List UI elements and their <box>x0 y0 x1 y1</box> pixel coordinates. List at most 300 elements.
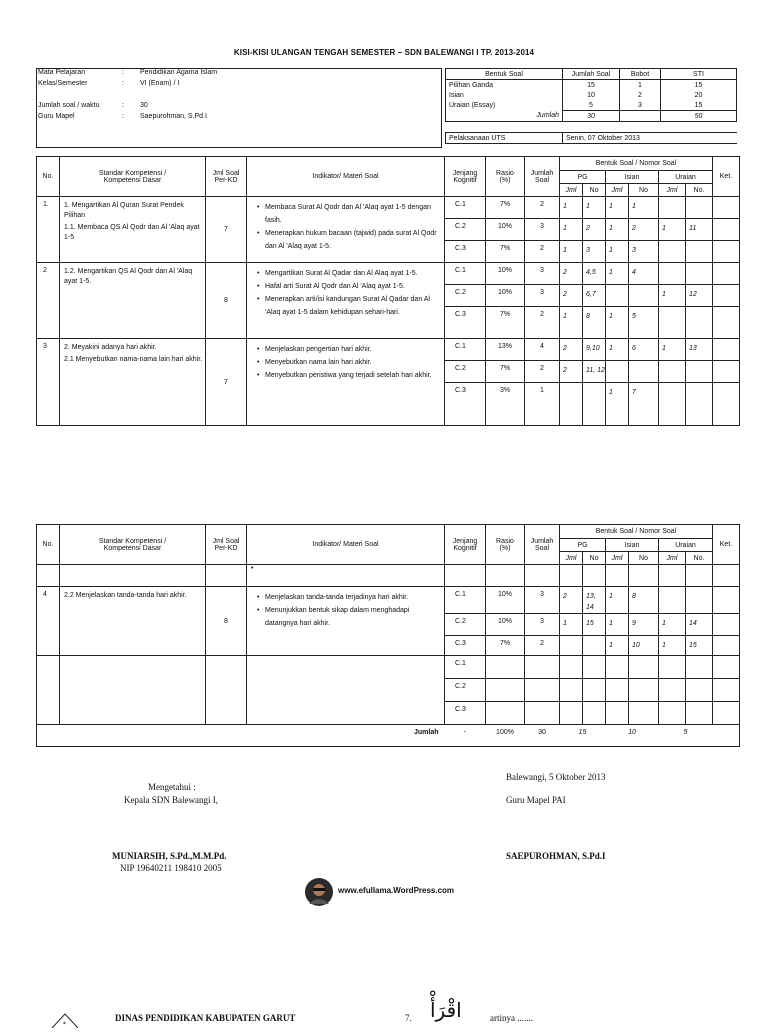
jumlah-soal-cell <box>525 702 560 725</box>
nomor-soal-cell: 1 <box>560 197 583 219</box>
nomor-soal-cell <box>629 656 659 679</box>
bentuk-soal-table <box>445 68 737 144</box>
indikator-cell <box>247 263 445 339</box>
jumlah-soal-cell: 2 <box>525 307 560 339</box>
bentuk-header: Bentuk Soal <box>446 69 563 80</box>
pelaksanaan-value: Senin, 07 Oktober 2013 <box>563 133 737 144</box>
col-nomor: No. <box>686 184 713 197</box>
kompetensi-text: 1.2. Mengartikan QS Al Qodr dan Al 'Alaq ayat 1-5. <box>64 268 193 285</box>
nomor-soal-cell <box>606 656 629 679</box>
indikator-item: • Hafal arti Surat Al Qodr dan Al 'Alaq ayat 1-5. <box>257 280 440 293</box>
rasio-cell <box>486 702 525 725</box>
rasio-cell: 10% <box>486 263 525 285</box>
nomor-soal-cell: 11, 12 <box>583 361 606 383</box>
nomor-soal-cell: 1 <box>606 636 629 656</box>
jumlah-soal-cell <box>525 656 560 679</box>
ket-cell <box>713 587 740 614</box>
nomor-soal-cell: 12 <box>686 285 713 307</box>
nomor-soal-cell <box>659 702 686 725</box>
table-row <box>37 263 740 285</box>
row-number: 1. <box>37 197 60 263</box>
info-value: Pendidikan Agama Islam <box>140 69 218 76</box>
info-value: VI (Enam) / I <box>140 80 180 87</box>
jumlah-soal-cell: 3 <box>525 219 560 241</box>
jumlah-soal-cell: 4 <box>525 339 560 361</box>
bentuk-total-sti: 50 <box>661 111 737 122</box>
nomor-soal-cell: 1 <box>606 614 629 636</box>
nomor-soal-cell: 9,10 <box>583 339 606 361</box>
empty-cell <box>560 565 583 587</box>
nomor-soal-cell <box>659 656 686 679</box>
jumlah-soal-total: 30 <box>525 725 560 747</box>
kompetensi-cell <box>60 339 206 426</box>
nomor-soal-cell: 6 <box>629 339 659 361</box>
col-nomor: No <box>583 184 606 197</box>
jumlah-soal-cell: 2 <box>525 241 560 263</box>
nomor-soal-cell: 1 <box>560 614 583 636</box>
bentuk-cell: 15 <box>563 80 620 91</box>
rasio-cell: 10% <box>486 587 525 614</box>
kompetensi-text: 1.1. Membaca QS Al Qodr dan Al 'Alaq ayat 1-5 <box>64 224 200 241</box>
nomor-soal-cell: 5 <box>629 307 659 339</box>
nomor-soal-cell: 2 <box>560 361 583 383</box>
jenjang-cell: C.2 <box>445 361 486 383</box>
empty-cell <box>525 565 560 587</box>
nomor-soal-cell: 7 <box>629 383 659 426</box>
nomor-soal-cell <box>686 307 713 339</box>
ket-cell <box>713 702 740 725</box>
nomor-soal-cell <box>686 383 713 426</box>
rasio-cell: 7% <box>486 241 525 263</box>
empty-cell <box>659 565 686 587</box>
empty-cell <box>713 565 740 587</box>
ket-cell <box>713 383 740 426</box>
nomor-soal-cell <box>659 383 686 426</box>
jumlah-soal-cell: 3 <box>525 614 560 636</box>
nomor-soal-cell <box>583 679 606 702</box>
table-row <box>37 656 740 679</box>
nomor-soal-cell: 13, 14 <box>583 587 606 614</box>
bentuk-cell: 10 <box>563 90 620 100</box>
kompetensi-text: 1. Mengartikan Al Quran Surat Pendek Pilihan <box>64 202 184 219</box>
nomor-soal-cell: 1 <box>606 383 629 426</box>
row-number: 3 <box>37 339 60 426</box>
col-ket: Ket. <box>713 525 740 565</box>
indikator-item: • Menyebutkan peristiwa yang terjadi setelah hari akhir. <box>257 369 440 382</box>
jenjang-cell: C.3 <box>445 383 486 426</box>
bentuk-header: STI <box>661 69 737 80</box>
indikator-item: • Membaca Surat Al Qodr dan Al 'Alaq ayat 1-5 dengan fasih. <box>257 201 440 227</box>
indikator-item: • Menyebutkan nama lain hari akhir. <box>257 356 440 369</box>
nomor-soal-cell <box>560 383 583 426</box>
nomor-soal-cell <box>583 656 606 679</box>
jenjang-cell: C.2 <box>445 219 486 241</box>
col-jml: Jml <box>606 184 629 197</box>
rasio-cell <box>486 679 525 702</box>
col-standar-kompetensi: Standar Kompetensi / Kompetensi Dasar <box>60 157 206 197</box>
bentuk-cell: Isian <box>446 90 563 100</box>
bentuk-cell: Uraian (Essay) <box>446 100 563 111</box>
col-jumlah-soal: Jumlah Soal <box>525 157 560 197</box>
nomor-soal-cell: 9 <box>629 614 659 636</box>
nomor-soal-cell: 1 <box>606 219 629 241</box>
jumlah-soal-cell: 1 <box>525 383 560 426</box>
col-pg: PG <box>560 171 606 184</box>
kompetensi-cell <box>60 197 206 263</box>
info-label: Mata Pelajaran <box>38 69 86 76</box>
nomor-soal-cell <box>583 636 606 656</box>
jml-soal-cell: 8 <box>206 263 247 339</box>
col-jml: Jml <box>659 184 686 197</box>
nomor-soal-cell <box>560 702 583 725</box>
col-jml-soal: Jml Soal Per-KD <box>206 157 247 197</box>
bentuk-header: Bobot <box>620 69 661 80</box>
nomor-soal-cell <box>560 636 583 656</box>
nomor-soal-cell: 13 <box>686 339 713 361</box>
nomor-soal-cell: 15 <box>583 614 606 636</box>
col-nomor: No. <box>686 552 713 565</box>
nomor-soal-cell: 1 <box>606 241 629 263</box>
col-nomor: No <box>583 552 606 565</box>
table-row <box>37 587 740 614</box>
indikator-cell <box>247 339 445 426</box>
jenjang-cell: C.2 <box>445 285 486 307</box>
nomor-soal-cell <box>606 679 629 702</box>
jenjang-cell: C.1 <box>445 197 486 219</box>
nomor-soal-cell: 1 <box>606 587 629 614</box>
kepala-nip: NIP 19640211 198410 2005 <box>120 863 222 873</box>
jenjang-cell: C.3 <box>445 702 486 725</box>
bentuk-cell: 1 <box>620 80 661 91</box>
ket-cell <box>713 656 740 679</box>
nomor-soal-cell: 1 <box>659 614 686 636</box>
nomor-soal-cell <box>606 361 629 383</box>
info-value: 30 <box>140 102 148 109</box>
jenjang-cell: C.2 <box>445 614 486 636</box>
bentuk-cell: Pilihan Ganda <box>446 80 563 91</box>
indikator-cell <box>247 197 445 263</box>
ket-cell <box>713 679 740 702</box>
nomor-soal-cell: 1 <box>560 241 583 263</box>
indikator-item: • Menjelaskan tanda-tanda terjadinya hari akhir. <box>257 591 440 604</box>
empty-cell <box>445 565 486 587</box>
nomor-soal-cell <box>629 679 659 702</box>
question-number: 7. <box>405 1013 412 1023</box>
artinya-label: artinya ....... <box>490 1013 533 1023</box>
nomor-soal-cell <box>686 679 713 702</box>
nomor-soal-cell: 1 <box>606 197 629 219</box>
nomor-soal-cell: 2 <box>560 587 583 614</box>
nomor-soal-cell <box>659 197 686 219</box>
nomor-soal-cell: 2 <box>560 263 583 285</box>
nomor-soal-cell: 1 <box>659 636 686 656</box>
col-isian: Isian <box>606 539 659 552</box>
jumlah-soal-cell: 2 <box>525 361 560 383</box>
ket-cell <box>713 285 740 307</box>
jml-soal-cell: 8 <box>206 587 247 656</box>
col-no: No. <box>37 157 60 197</box>
arabic-text: اقْرَأْ <box>430 998 462 1022</box>
kisi-table-2 <box>36 524 740 747</box>
nomor-soal-cell <box>686 197 713 219</box>
nomor-soal-cell: 2 <box>583 219 606 241</box>
col-ket: Ket. <box>713 157 740 197</box>
indikator-item: • Menjelaskan pengertian hari akhir. <box>257 343 440 356</box>
jenjang-cell: C.1 <box>445 587 486 614</box>
nomor-soal-cell: 1 <box>606 339 629 361</box>
info-value: Saepurohman, S.Pd.I <box>140 113 207 120</box>
nomor-soal-cell: 8 <box>629 587 659 614</box>
ket-cell <box>713 241 740 263</box>
nomor-soal-cell <box>560 679 583 702</box>
nomor-soal-cell <box>686 587 713 614</box>
indikator-item: • Menerapkan arti/isi kandungan Surat Al Qadar dan Al 'Alaq ayat 1-5 dalam kehidupan sehari-hari. <box>257 293 440 319</box>
col-jenjang: Jenjang Kognitif <box>445 525 486 565</box>
rasio-cell: 7% <box>486 361 525 383</box>
nomor-soal-cell <box>583 383 606 426</box>
website-link[interactable]: www.efullama.WordPress.com <box>338 886 455 895</box>
nomor-soal-cell <box>560 656 583 679</box>
pelaksanaan-label: Pelaksanaan UTS <box>446 133 563 144</box>
guru-mapel-label: Guru Mapel PAI <box>506 795 566 805</box>
ket-cell <box>713 725 740 747</box>
rasio-cell: 10% <box>486 614 525 636</box>
nomor-soal-cell <box>686 656 713 679</box>
nomor-soal-cell: 1 <box>629 197 659 219</box>
info-section: Mata Pelajaran : Pendidikan Agama Islam Kelas/Semester : VI (Enam) / I Jumlah soal / waktu : 30 Guru Mapel : Saepurohman, S.Pd.I <box>36 68 440 123</box>
empty-cell <box>486 565 525 587</box>
nomor-soal-cell: 4,5 <box>583 263 606 285</box>
nomor-soal-cell: 2 <box>560 339 583 361</box>
nomor-soal-cell: 1 <box>659 219 686 241</box>
nomor-soal-cell: 1 <box>560 219 583 241</box>
indikator-item: • Menunjukkan bentuk sikap dalam menghadapi datangnya hari akhir. <box>257 604 440 630</box>
kepala-name: MUNIARSIH, S.Pd.,M.M.Pd. <box>112 851 227 861</box>
col-rasio: Rasio (%) <box>486 525 525 565</box>
empty-cell <box>629 565 659 587</box>
nomor-soal-cell <box>629 702 659 725</box>
jenjang-cell: C.3 <box>445 636 486 656</box>
nomor-soal-cell: 11 <box>686 219 713 241</box>
document-title: KISI-KISI ULANGAN TENGAH SEMESTER – SDN BALEWANGI I TP. 2013-2014 <box>233 48 535 57</box>
nomor-soal-cell <box>659 587 686 614</box>
kompetensi-text: 2.1 Menyebutkan nama-nama lain hari akhir. <box>64 356 203 363</box>
col-indikator: Indikator/ Materi Soal <box>247 525 445 565</box>
rasio-cell: 3% <box>486 383 525 426</box>
col-jml-soal: Jml Soal Per-KD <box>206 525 247 565</box>
kompetensi-text: 2. Meyakini adanya hari akhir. <box>64 344 157 351</box>
rasio-cell: 10% <box>486 219 525 241</box>
nomor-soal-cell <box>686 361 713 383</box>
ket-cell <box>713 361 740 383</box>
jml-soal-cell: 7 <box>206 339 247 426</box>
empty-cell <box>606 565 629 587</box>
nomor-soal-cell <box>659 307 686 339</box>
rasio-cell: 7% <box>486 636 525 656</box>
bentuk-header: Jumlah Soal <box>563 69 620 80</box>
jumlah-uraian: 5 <box>659 725 713 747</box>
jml-soal-cell: 7 <box>206 197 247 263</box>
bentuk-total-label: Jumlah <box>446 111 563 122</box>
jml-soal-cell <box>206 656 247 725</box>
info-label: Kelas/Semester <box>38 80 88 87</box>
kisi-table-1 <box>36 156 740 426</box>
nomor-soal-cell <box>659 361 686 383</box>
svg-text:*: * <box>63 1021 66 1028</box>
indikator-item: • Menerapkan hukum bacaan (tajwid) pada surat Al Qodr dan Al 'Alaq ayat 1-5. <box>257 227 440 253</box>
col-uraian: Uraian <box>659 539 713 552</box>
nomor-soal-cell: 2 <box>560 285 583 307</box>
bentuk-cell: 15 <box>661 100 737 111</box>
nomor-soal-cell: 1 <box>583 197 606 219</box>
rasio-cell: 7% <box>486 197 525 219</box>
nomor-soal-cell <box>659 679 686 702</box>
nomor-soal-cell: 3 <box>583 241 606 263</box>
ket-cell <box>713 614 740 636</box>
jumlah-soal-cell: 2 <box>525 636 560 656</box>
col-jenjang: Jenjang Kognitif <box>445 157 486 197</box>
col-jml: Jml <box>560 552 583 565</box>
table-row <box>37 339 740 361</box>
indikator-item: • Mengartikan Surat Al Qadar dan Al Alaq ayat 1-5. <box>257 267 440 280</box>
empty-cell <box>686 565 713 587</box>
ket-cell <box>713 263 740 285</box>
nomor-soal-cell: 1 <box>659 285 686 307</box>
empty-cell: • <box>247 565 445 587</box>
nomor-soal-cell: 8 <box>583 307 606 339</box>
ket-cell <box>713 197 740 219</box>
empty-cell <box>583 565 606 587</box>
row-number: 2 <box>37 263 60 339</box>
col-nomor: No <box>629 552 659 565</box>
bentuk-cell: 2 <box>620 90 661 100</box>
guru-name: SAEPUROHMAN, S.Pd.I <box>506 851 606 861</box>
empty-cell <box>37 565 60 587</box>
col-jml: Jml <box>606 552 629 565</box>
nomor-soal-cell <box>606 702 629 725</box>
col-rasio: Rasio (%) <box>486 157 525 197</box>
col-isian: Isian <box>606 171 659 184</box>
bentuk-cell: 15 <box>661 80 737 91</box>
jenjang-cell: C.3 <box>445 307 486 339</box>
avatar <box>305 878 333 911</box>
ket-cell <box>713 636 740 656</box>
col-uraian: Uraian <box>659 171 713 184</box>
jumlah-pg: 15 <box>560 725 606 747</box>
jumlah-dash: - <box>445 725 486 747</box>
ket-cell <box>713 339 740 361</box>
indikator-cell <box>247 656 445 725</box>
nomor-soal-cell: 1 <box>606 307 629 339</box>
table-row <box>37 565 740 587</box>
nomor-soal-cell: 14 <box>686 614 713 636</box>
jumlah-label: Jumlah <box>37 725 445 747</box>
col-no: No. <box>37 525 60 565</box>
jumlah-soal-cell: 3 <box>525 587 560 614</box>
jumlah-rasio: 100% <box>486 725 525 747</box>
nomor-soal-cell <box>583 702 606 725</box>
rasio-cell: 13% <box>486 339 525 361</box>
jenjang-cell: C.3 <box>445 241 486 263</box>
jumlah-row <box>37 725 740 747</box>
nomor-soal-cell: 2 <box>629 219 659 241</box>
table-row <box>37 197 740 219</box>
col-jumlah-soal: Jumlah Soal <box>525 525 560 565</box>
info-label: Guru Mapel <box>38 113 75 120</box>
bentuk-cell: 20 <box>661 90 737 100</box>
bentuk-cell: 5 <box>563 100 620 111</box>
nomor-soal-cell <box>686 263 713 285</box>
nomor-soal-cell: 1 <box>659 339 686 361</box>
row-number: 4 <box>37 587 60 656</box>
col-bentuk-soal: Bentuk Soal / Nomor Soal <box>560 525 713 539</box>
rasio-cell <box>486 656 525 679</box>
rasio-cell: 7% <box>486 307 525 339</box>
nomor-soal-cell: 1 <box>606 263 629 285</box>
dinas-heading: DINAS PENDIDIKAN KABUPATEN GARUT <box>115 1013 296 1023</box>
jenjang-cell: C.1 <box>445 263 486 285</box>
kompetensi-cell <box>60 656 206 725</box>
nomor-soal-cell: 4 <box>629 263 659 285</box>
nomor-soal-cell: 3 <box>629 241 659 263</box>
nomor-soal-cell <box>629 285 659 307</box>
nomor-soal-cell: 10 <box>629 636 659 656</box>
ket-cell <box>713 219 740 241</box>
jenjang-cell: C.1 <box>445 656 486 679</box>
col-bentuk-soal: Bentuk Soal / Nomor Soal <box>560 157 713 171</box>
tempat-tanggal: Balewangi, 5 Oktober 2013 <box>506 772 606 782</box>
kompetensi-text: 2.2 Menjelaskan tanda-tanda hari akhir. <box>64 592 187 599</box>
bentuk-cell: 3 <box>620 100 661 111</box>
nomor-soal-cell <box>659 263 686 285</box>
empty-cell <box>206 565 247 587</box>
info-label: Jumlah soal / waktu <box>38 102 100 109</box>
jumlah-soal-cell: 3 <box>525 285 560 307</box>
nomor-soal-cell <box>686 702 713 725</box>
kompetensi-cell <box>60 263 206 339</box>
jumlah-soal-cell: 2 <box>525 197 560 219</box>
nomor-soal-cell <box>659 241 686 263</box>
nomor-soal-cell <box>686 241 713 263</box>
empty-cell <box>60 565 206 587</box>
nomor-soal-cell <box>629 361 659 383</box>
col-pg: PG <box>560 539 606 552</box>
ket-cell <box>713 307 740 339</box>
nomor-soal-cell: 15 <box>686 636 713 656</box>
kepala-sekolah-label: Kepala SDN Balewangi I, <box>124 795 218 805</box>
col-jml: Jml <box>659 552 686 565</box>
jenjang-cell: C.2 <box>445 679 486 702</box>
mengetahui: Mengetahui : <box>148 782 196 792</box>
nomor-soal-cell: 1 <box>560 307 583 339</box>
nomor-soal-cell: 6,7 <box>583 285 606 307</box>
jumlah-isian: 10 <box>606 725 659 747</box>
nomor-soal-cell <box>606 285 629 307</box>
col-standar-kompetensi: Standar Kompetensi / Kompetensi Dasar <box>60 525 206 565</box>
garut-emblem-icon <box>50 1012 80 1033</box>
jumlah-soal-cell <box>525 679 560 702</box>
jenjang-cell: C.1 <box>445 339 486 361</box>
col-jml: Jml <box>560 184 583 197</box>
bentuk-total-soal: 30 <box>563 111 620 122</box>
indikator-cell <box>247 587 445 656</box>
kompetensi-cell <box>60 587 206 656</box>
col-nomor: No <box>629 184 659 197</box>
jumlah-soal-cell: 3 <box>525 263 560 285</box>
row-number <box>37 656 60 725</box>
rasio-cell: 10% <box>486 285 525 307</box>
col-indikator: Indikator/ Materi Soal <box>247 157 445 197</box>
